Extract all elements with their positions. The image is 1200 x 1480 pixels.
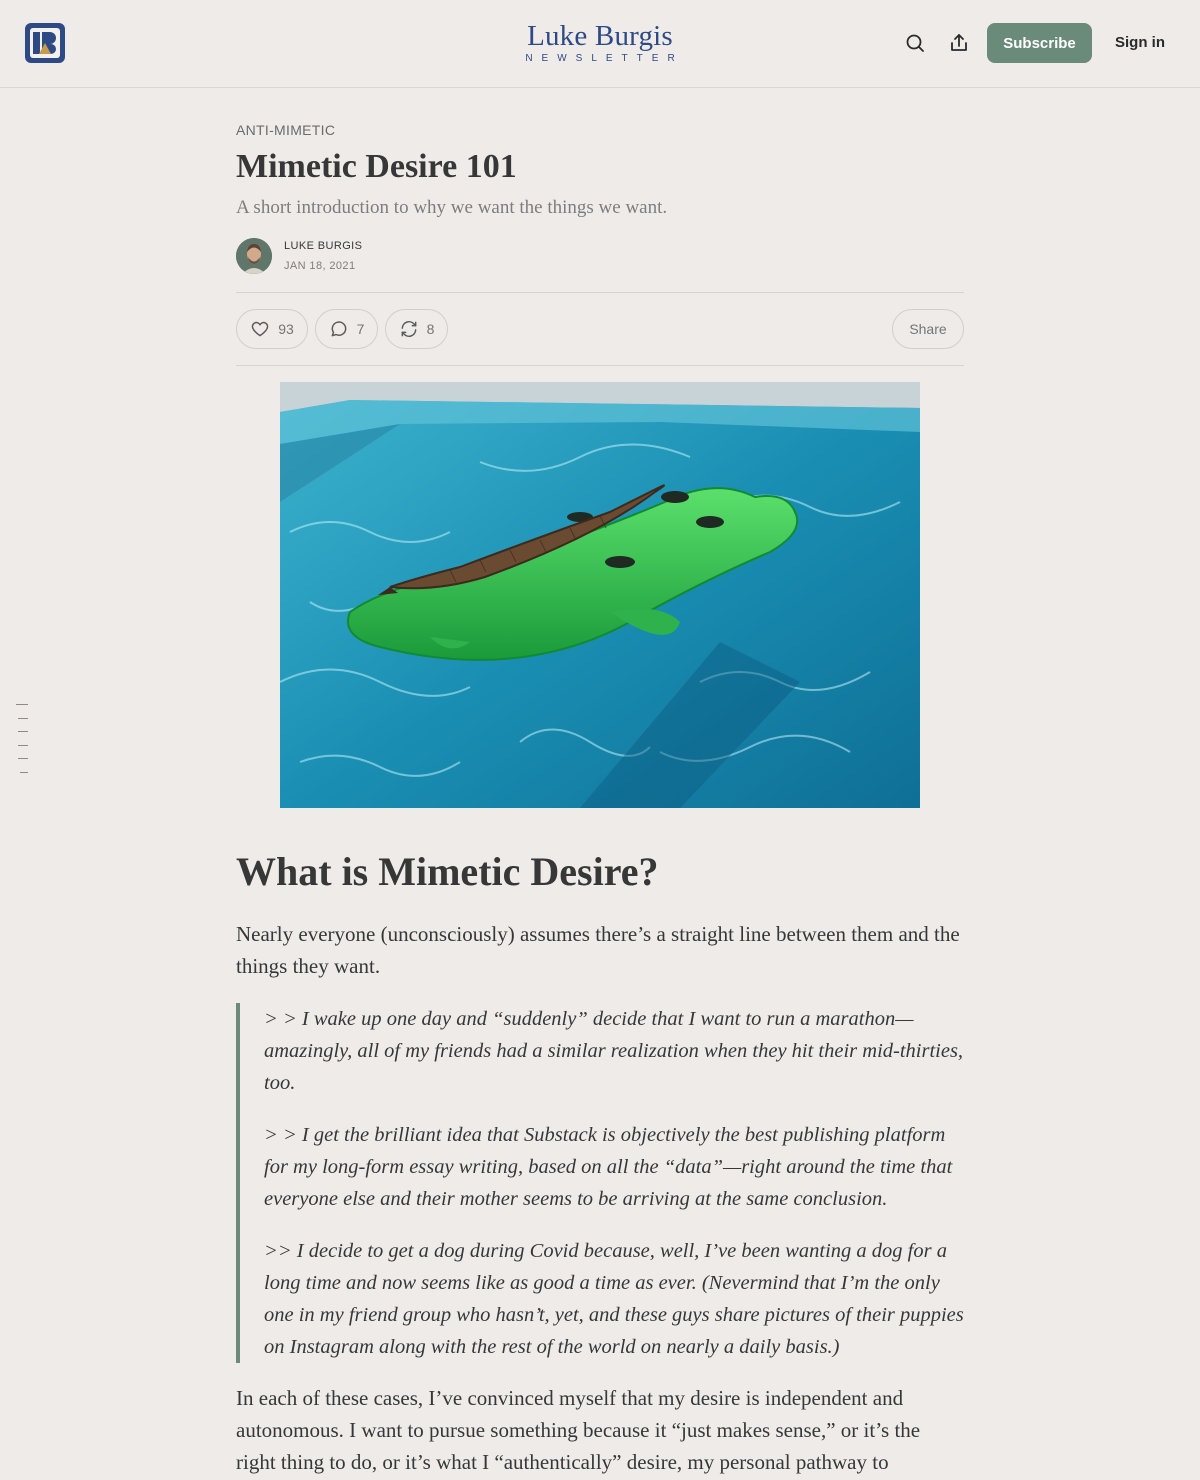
divider bbox=[236, 292, 964, 293]
search-icon[interactable] bbox=[903, 31, 927, 55]
post-date: JAN 18, 2021 bbox=[284, 260, 356, 272]
toc-dash[interactable] bbox=[18, 745, 28, 746]
post-subtitle: A short introduction to why we want the things we want. bbox=[236, 197, 668, 218]
restack-button[interactable] bbox=[385, 309, 448, 349]
body-paragraph: In each of these cases, I’ve convinced myself that my desire is independent and autonomous. I want to pursue something because it “just makes sense,” or it’s the right thing to do, or it’s what I “authentically” desire, my personal pathway to bbox=[236, 1386, 921, 1474]
top-navigation-bar bbox=[0, 0, 1200, 88]
toc-dash[interactable] bbox=[20, 772, 28, 773]
subscribe-button[interactable]: Subscribe bbox=[987, 23, 1092, 63]
comments-button[interactable] bbox=[315, 309, 378, 349]
restack-icon bbox=[399, 319, 419, 339]
like-button[interactable] bbox=[236, 309, 308, 349]
publication-logo[interactable] bbox=[25, 23, 65, 63]
publication-wordmark[interactable] bbox=[500, 20, 700, 65]
post-title: Mimetic Desire 101 bbox=[236, 148, 517, 185]
divider bbox=[236, 365, 964, 366]
quote-paragraph: > > I get the brilliant idea that Substack is objectively the best publishing platform for my long-form essay writing, based on all the “data”—right around the time that everyone else and their mother seems to be arriving at the same conclusion. bbox=[264, 1124, 953, 1210]
table-of-contents-indicator[interactable] bbox=[16, 704, 32, 786]
blockquote bbox=[236, 1003, 964, 1363]
quote-paragraph: >> I decide to get a dog during Covid because, well, I’ve been wanting a dog for a long time and now seems like as good a time as ever. (Nevermind that I’m the only one in my friend group who hasn’t, yet, and these guys share pictures of their puppies on Instagram along with the rest of the world on nearly a daily basis.) bbox=[264, 1240, 964, 1358]
section-label[interactable]: ANTI-MIMETIC bbox=[236, 122, 336, 138]
body-paragraph: Nearly everyone (unconsciously) assumes there’s a straight line between them and the things they want. bbox=[236, 922, 960, 978]
sign-in-link[interactable]: Sign in bbox=[1115, 34, 1165, 51]
quote-paragraph: > > I wake up one day and “suddenly” decide that I want to run a marathon—amazingly, all of my friends had a similar realization when they hit their mid-thirties, too. bbox=[264, 1008, 964, 1094]
toc-dash[interactable] bbox=[18, 718, 28, 719]
section-heading: What is Mimetic Desire? bbox=[236, 849, 659, 894]
author-avatar[interactable] bbox=[236, 238, 272, 274]
like-count: 93 bbox=[278, 321, 294, 337]
comment-icon bbox=[329, 319, 349, 339]
logo-mark-icon bbox=[30, 28, 60, 58]
toc-dash[interactable] bbox=[18, 731, 28, 732]
author-name[interactable]: LUKE BURGIS bbox=[284, 240, 363, 252]
comment-count: 7 bbox=[356, 321, 365, 337]
toc-dash[interactable] bbox=[18, 758, 28, 759]
share-button[interactable] bbox=[892, 309, 964, 349]
restack-count: 8 bbox=[426, 321, 435, 337]
heart-icon bbox=[250, 319, 270, 339]
hero-image-alligator-pool[interactable] bbox=[280, 382, 920, 808]
share-upload-icon[interactable] bbox=[947, 31, 971, 55]
brand-name: Luke Burgis bbox=[527, 20, 673, 52]
brand-tagline: NEWSLETTER bbox=[525, 53, 684, 64]
toc-dash[interactable] bbox=[16, 704, 28, 705]
share-label: Share bbox=[909, 321, 947, 337]
